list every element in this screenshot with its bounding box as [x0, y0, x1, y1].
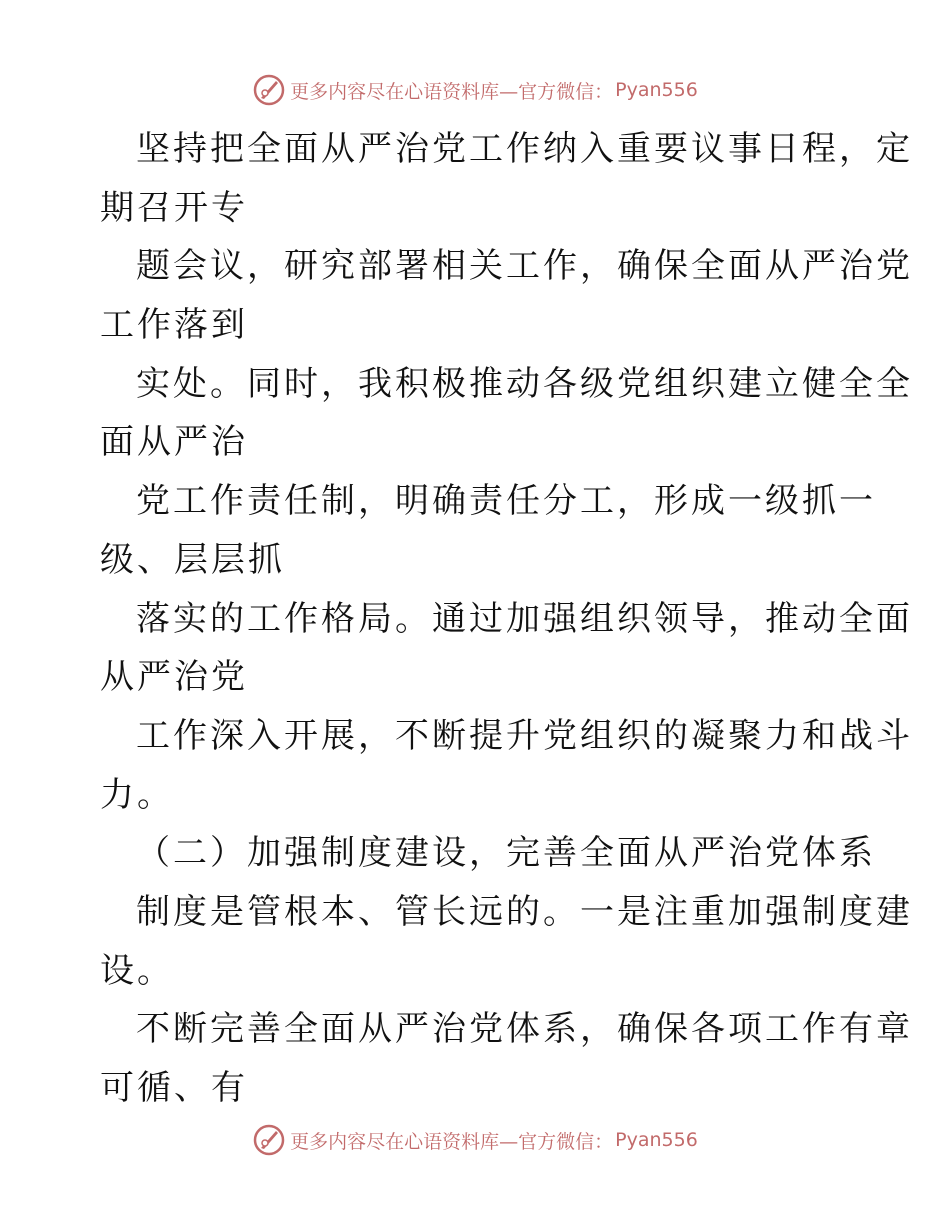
body-line: 工作落到	[100, 305, 248, 346]
body-line: 坚持把全面从严治党工作纳入重要议事日程，定	[136, 129, 913, 169]
body-line: 面从严治	[100, 422, 248, 463]
body-line: 期召开专	[100, 187, 248, 228]
body-line: 党工作责任制，明确责任分工，形成一级抓一	[136, 481, 876, 522]
body-line: 工作深入开展，不断提升党组织的凝聚力和战斗	[136, 715, 913, 756]
body-line: 从严治党	[100, 657, 248, 698]
quill-pen-logo-icon	[252, 1123, 286, 1157]
body-line: 级、层层抓	[100, 539, 285, 580]
footer-watermark-id: Pyan556	[615, 1129, 698, 1151]
body-line: 力。	[100, 774, 174, 815]
body-line: 题会议，研究部署相关工作，确保全面从严治党	[136, 246, 913, 287]
header-watermark-text: 更多内容尽在心语资料库—官方微信：	[290, 80, 614, 103]
quill-pen-logo-icon	[252, 73, 286, 107]
body-line: 设。	[100, 950, 174, 991]
footer-watermark-text: 更多内容尽在心语资料库—官方微信：	[290, 1130, 614, 1153]
body-line: 落实的工作格局。通过加强组织领导，推动全面	[136, 598, 913, 639]
body-line: 可循、有	[100, 1068, 248, 1108]
body-line: 不断完善全面从严治党体系，确保各项工作有章	[136, 1009, 913, 1050]
section-heading: （二）加强制度建设，完善全面从严治党体系	[136, 833, 876, 874]
header-watermark-id: Pyan556	[615, 79, 698, 101]
header-watermark	[0, 70, 950, 110]
document-body	[100, 120, 913, 1118]
body-line: 制度是管根本、管长远的。一是注重加强制度建	[136, 891, 913, 932]
footer-watermark	[0, 1120, 950, 1160]
body-line: 实处。同时，我积极推动各级党组织建立健全全	[136, 363, 913, 404]
